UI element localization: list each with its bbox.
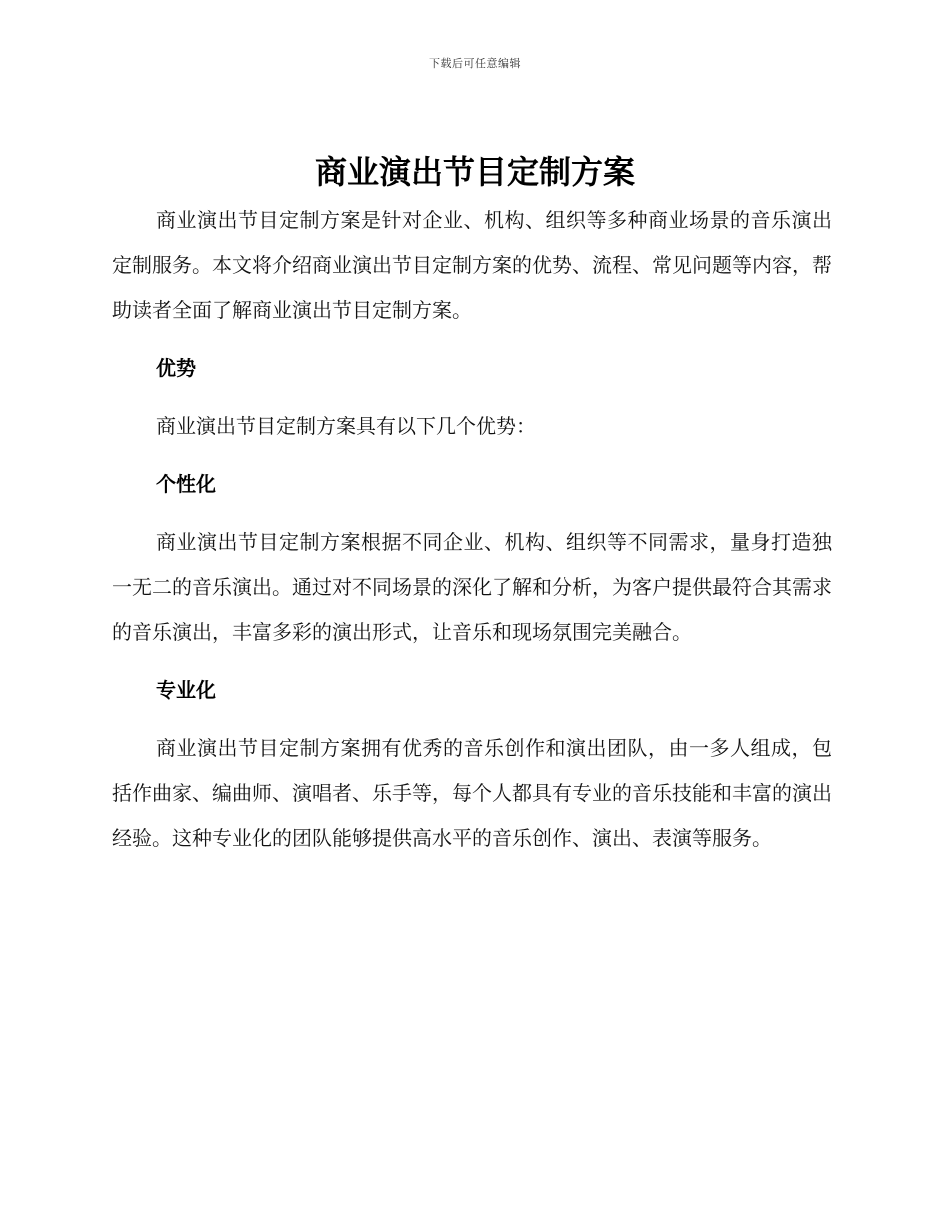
section-heading-professionalism: 专业化 bbox=[156, 678, 216, 702]
document-body bbox=[112, 198, 832, 861]
section-heading-advantages: 优势 bbox=[156, 356, 196, 380]
intro-paragraph: 商业演出节目定制方案是针对企业、机构、组织等多种商业场景的音乐演出定制服务。本文将介绍商业演出节目定制方案的优势、流程、常见问题等内容，帮助读者全面了解商业演出节目定制方案。 bbox=[112, 208, 832, 322]
section-paragraph-professionalism: 商业演出节目定制方案拥有优秀的音乐创作和演出团队，由一多人组成，包括作曲家、编曲师、演唱者、乐手等，每个人都具有专业的音乐技能和丰富的演出经验。这种专业化的团队能够提供高水平的音乐创作、演出、表演等服务。 bbox=[112, 736, 832, 850]
section-paragraph-advantages: 商业演出节目定制方案具有以下几个优势： bbox=[156, 414, 536, 438]
document-title: 商业演出节目定制方案 bbox=[314, 153, 635, 191]
section-heading-personalization: 个性化 bbox=[156, 472, 216, 496]
section-paragraph-personalization: 商业演出节目定制方案根据不同企业、机构、组织等不同需求，量身打造独一无二的音乐演出。通过对不同场景的深化了解和分析，为客户提供最符合其需求的音乐演出，丰富多彩的演出形式，让音乐和现场氛围完美融合。 bbox=[112, 530, 832, 644]
header-note: 下载后可任意编辑 bbox=[429, 57, 521, 70]
